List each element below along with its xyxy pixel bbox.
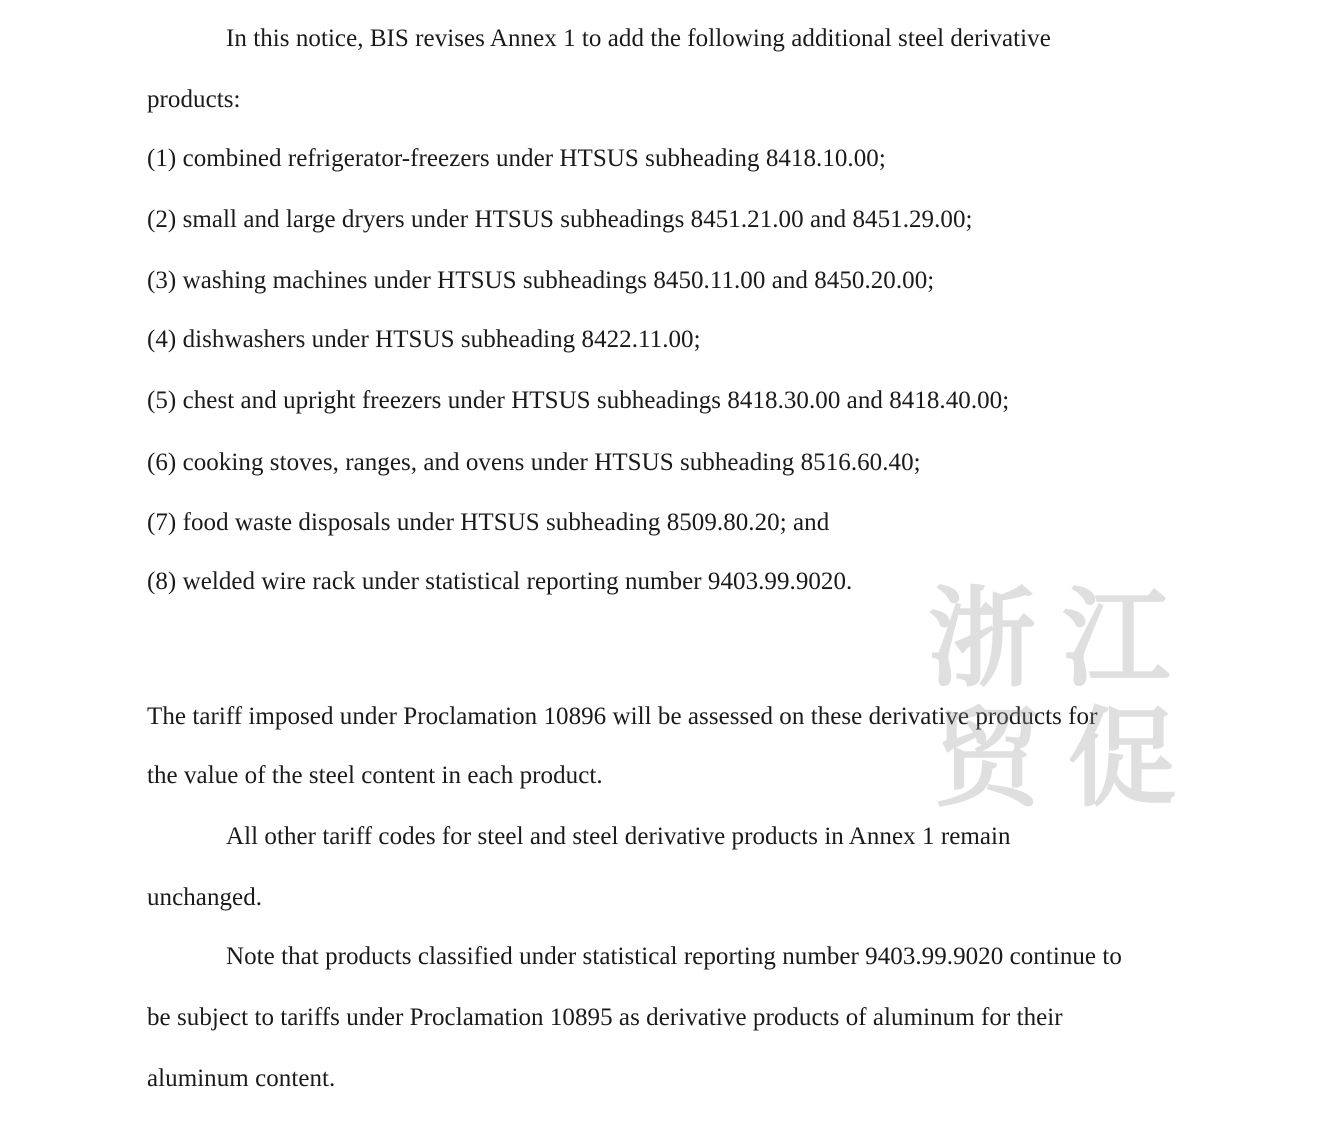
tariff-line-1: The tariff imposed under Proclamation 10896 will be assessed on these derivative products for xyxy=(147,703,1098,730)
list-item-2: (2) small and large dryers under HTSUS subheadings 8451.21.00 and 8451.29.00; xyxy=(147,206,973,233)
unchanged-line-2: unchanged. xyxy=(147,884,263,911)
watermark-char: 促 xyxy=(1068,697,1177,822)
list-item-3: (3) washing machines under HTSUS subheadings 8450.11.00 and 8450.20.00; xyxy=(147,267,935,294)
list-item-5: (5) chest and upright freezers under HTSUS subheadings 8418.30.00 and 8418.40.00; xyxy=(147,387,1010,414)
note-line-1: Note that products classified under statistical reporting number 9403.99.9020 continue to xyxy=(226,943,1122,970)
intro-line-2: products: xyxy=(147,86,241,113)
watermark-char: 江 xyxy=(1062,577,1171,702)
list-item-7: (7) food waste disposals under HTSUS subheading 8509.80.20; and xyxy=(147,509,830,536)
list-item-6: (6) cooking stoves, ranges, and ovens under HTSUS subheading 8516.60.40; xyxy=(147,449,921,476)
note-line-3: aluminum content. xyxy=(147,1065,336,1092)
intro-line-1: In this notice, BIS revises Annex 1 to add the following additional steel derivative xyxy=(226,25,1051,52)
watermark-char: 浙 xyxy=(928,577,1037,702)
list-item-8: (8) welded wire rack under statistical reporting number 9403.99.9020. xyxy=(147,568,853,595)
watermark-char: 贸 xyxy=(934,697,1043,822)
list-item-1: (1) combined refrigerator-freezers under HTSUS subheading 8418.10.00; xyxy=(147,145,886,172)
watermark xyxy=(920,575,1190,825)
tariff-line-2: the value of the steel content in each product. xyxy=(147,762,603,789)
list-item-4: (4) dishwashers under HTSUS subheading 8422.11.00; xyxy=(147,326,701,353)
note-line-2: be subject to tariffs under Proclamation 10895 as derivative products of aluminum for their xyxy=(147,1004,1063,1031)
unchanged-line-1: All other tariff codes for steel and steel derivative products in Annex 1 remain xyxy=(226,823,1011,850)
